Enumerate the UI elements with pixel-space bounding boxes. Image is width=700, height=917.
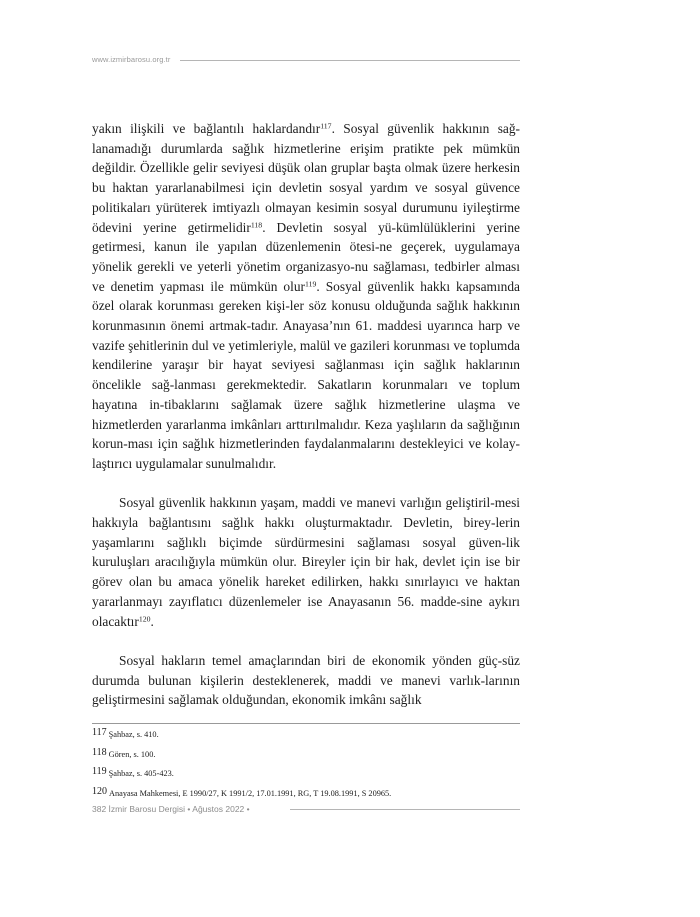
p3-text-1: Sosyal hakların temel amaçlarından biri de ekonomik yönden güç-süz durumda bulunan kişilerin desteklenerek, maddi ve manevi varlık-larının geliştirmesini sağlamak olduğundan, ekonomik imkânı sağlık: [92, 652, 520, 708]
page-footer: [92, 802, 520, 816]
footnote-text: Şahbaz, s. 410.: [108, 730, 159, 739]
header-rule: [180, 60, 520, 61]
header-url: www.izmirbarosu.org.tr: [92, 55, 171, 64]
p1-text-1: yakın ilişkili ve bağlantılı haklardandır: [92, 121, 321, 136]
footnote-number: 118: [92, 746, 107, 758]
p2-text-1: Sosyal güvenlik hakkının yaşam, maddi ve manevi varlığın geliştiril-mesi hakkıyla bağlantısını sağlık hakkı oluşturmaktadır. Devletin, birey-lerin yaşamlarını sağlıklı biçimde sürdürmesini sağlaması sosyal güven-lik kuruluşları aracılığıyla mümkün olur. Bireyler için bir hak, devlet için ise bir görev olan bu amaca yönelik hareket edilirken, hakkı sınırlayıcı ve haktan yararlanmayı zayıflatıcı düzenlemeler ise Anayasanın 56. madde-sine aykırı olacaktır: [92, 495, 520, 629]
footnote-number: 117: [92, 727, 107, 738]
footnote-divider: [92, 723, 520, 724]
footnote-ref-119[interactable]: 119: [304, 278, 317, 288]
footnote-text: Gören, s. 100.: [108, 749, 156, 759]
paragraph-3: [92, 651, 520, 710]
footnote-text: Anayasa Mahkemesi, E 1990/27, K 1991/2, 17.01.1991, RG, T 19.08.1991, S 20965.: [109, 788, 392, 798]
footer-text: 382 İzmir Barosu Dergisi • Ağustos 2022 •: [92, 804, 250, 814]
footnote-ref-118[interactable]: 118: [250, 219, 263, 229]
footnote-118: [92, 748, 520, 768]
footer-rule: [290, 809, 520, 810]
p1-text-2: . Sosyal güvenlik hakkının sağ-lanamadığı durumlarda sağlık hizmetlerine erişim pratikte pek mümkün değildir. Özellikle gelir seviyesi düşük olan gruplar başta olmak üzere herkesin bu haktan yararlanabilmesi için devletin sosyal yardım ve sosyal güvence politikaları yürüterek imtiyazlı olmayan kesimin sosyal durumunu iyileştirme ödevini yerine getirmelidir: [92, 121, 521, 235]
p1-text-4: . Sosyal güvenlik hakkı kapsamında özel olarak korunması gereken kişi-ler söz konusu olduğunda sağlık hakkının korunmasının önemi artmak-tadır. Anayasa’nın 61. maddesi uyarınca harp ve vazife şehitlerinin dul ve yetimleriyle, malül ve gazileri korunması ve toplumda kendilerine yaraşır bir hayat seviyesi sağlanması için sağlık haklarının öncelikle sağ-lanması gerekmektedir. Sakatların korunmaları ve toplum hayatına in-tibaklarını sağlamak üzere sağlık hizmetlerine ulaşma ve hizmetlerden yararlanma imkânları arttırılmalıdır. Keza yaşlıların da sağlığının korun-ması için sağlık hizmetlerinden faydalanmalarını destekleyici ve kolay-laştırıcı uygulamalar sunulmalıdır.: [92, 278, 520, 471]
footnote-number: 120: [92, 785, 107, 797]
paragraph-1: [92, 119, 520, 474]
footnotes: [92, 728, 520, 806]
paragraph-2: [92, 493, 520, 631]
p2-text-2: .: [150, 613, 154, 629]
footnote-ref-120[interactable]: 120: [138, 613, 151, 623]
main-text: [92, 119, 520, 710]
footnote-text: Şahbaz, s. 405-423.: [108, 769, 174, 779]
page-header: [92, 54, 520, 66]
p1-text-3: . Devletin sosyal yü-kümlülüklerini yerine getirmesi, kanun ile yapılan düzenlemenin ötesi-ne geçerek, uygulamaya yönelik gerekli ve yeterli yönetim organizasyo-nu sağlaması, tedbirler alması ve denetim yapması ile mümkün olur: [92, 219, 520, 294]
footnote-119: [92, 767, 520, 787]
footnote-ref-117[interactable]: 117: [320, 121, 332, 131]
footnote-number: 119: [92, 766, 107, 778]
footnote-117: [92, 728, 520, 748]
